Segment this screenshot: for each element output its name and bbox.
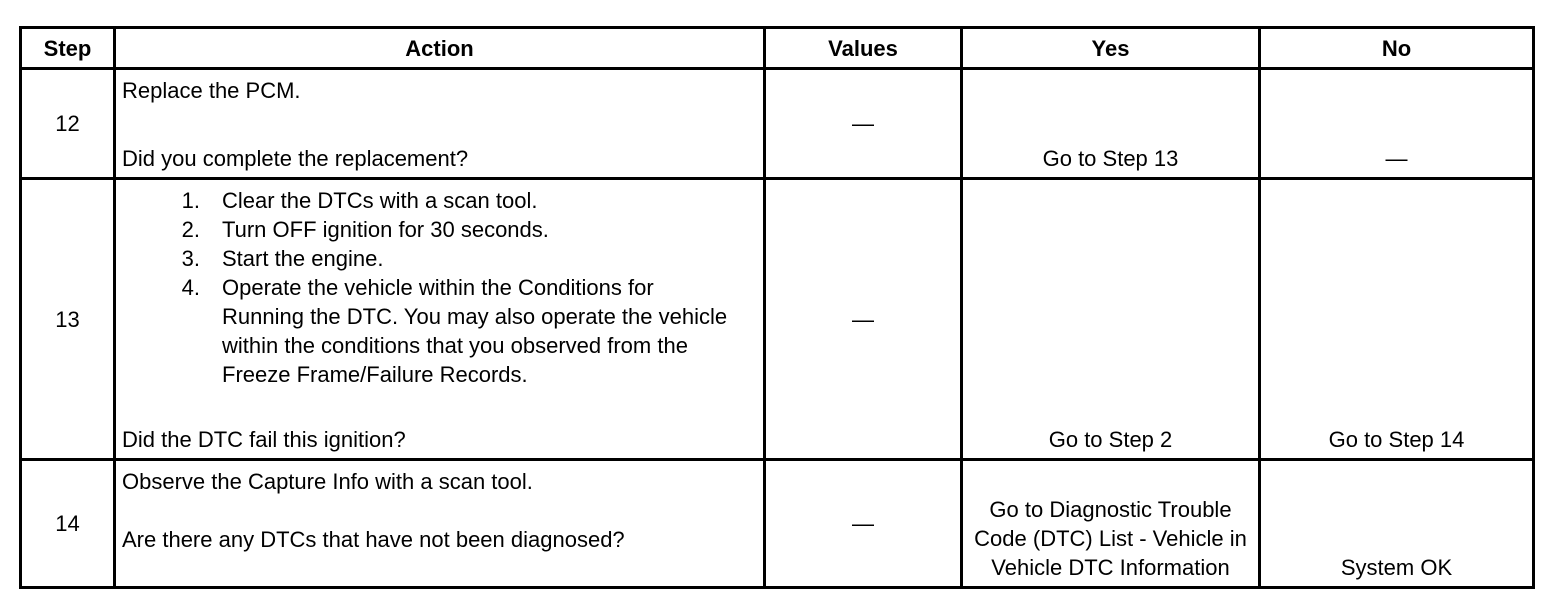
no-cell <box>1260 460 1534 588</box>
yes-link: Go to Diagnostic Trouble Code (DTC) List - Vehicle in Vehicle DTC Information <box>974 497 1247 580</box>
list-item: 2. Turn OFF ignition for 30 seconds. <box>181 217 549 242</box>
yes-link: Go to Step 2 <box>1048 427 1173 452</box>
yes-link: Go to Step 13 <box>1042 146 1179 171</box>
list-item: 4. Operate the vehicle within the Conditions for Running the DTC. You may also operate the vehicle within the conditions that you observed from the Freeze Frame/Failure Records. <box>181 275 728 387</box>
values-cell: — <box>765 179 962 460</box>
values-cell: — <box>765 460 962 588</box>
header-step: Step <box>21 28 115 69</box>
header-yes: Yes <box>962 28 1260 69</box>
no-link: Go to Step 14 <box>1328 427 1465 452</box>
table-row <box>21 69 1534 179</box>
table-row <box>21 460 1534 588</box>
header-values: Values <box>765 28 962 69</box>
header-action: Action <box>115 28 765 69</box>
action-text: Replace the PCM. <box>122 78 301 103</box>
step-number: 14 <box>21 460 115 588</box>
no-link: System OK <box>1340 555 1453 580</box>
header-row <box>21 28 1534 69</box>
action-cell <box>115 179 765 460</box>
action-step-list <box>122 186 757 389</box>
table-row <box>21 179 1534 460</box>
action-question: Did you complete the replacement? <box>122 146 469 171</box>
no-link: — <box>1385 146 1408 171</box>
action-question: Are there any DTCs that have not been diagnosed? <box>122 527 625 552</box>
values-cell: — <box>765 69 962 179</box>
list-item: 1. Clear the DTCs with a scan tool. <box>181 188 538 213</box>
diagnostic-table <box>19 26 1535 589</box>
yes-cell <box>962 69 1260 179</box>
list-item: 3. Start the engine. <box>181 246 384 271</box>
no-cell <box>1260 179 1534 460</box>
action-cell <box>115 460 765 588</box>
step-number: 12 <box>21 69 115 179</box>
yes-cell <box>962 460 1260 588</box>
action-text: Observe the Capture Info with a scan tool. <box>122 469 533 494</box>
action-cell <box>115 69 765 179</box>
step-number: 13 <box>21 179 115 460</box>
no-cell <box>1260 69 1534 179</box>
header-no: No <box>1260 28 1534 69</box>
action-question: Did the DTC fail this ignition? <box>122 427 406 452</box>
yes-cell <box>962 179 1260 460</box>
